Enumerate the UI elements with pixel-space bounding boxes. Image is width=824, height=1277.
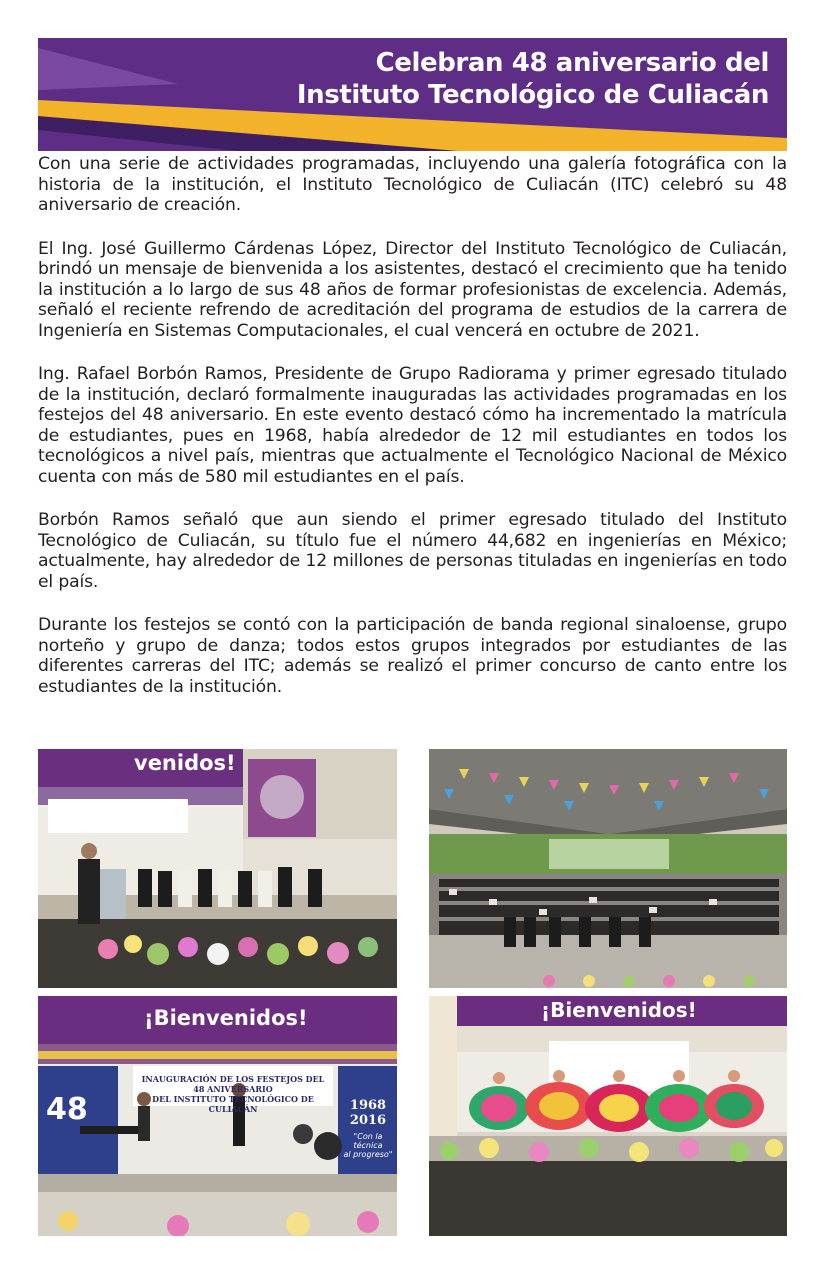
- year-end: 2016: [349, 1113, 387, 1128]
- slogan-line-1: "Con la técnica: [353, 1132, 383, 1150]
- page-title: [297, 47, 769, 111]
- header-banner: [38, 38, 787, 151]
- anniversary-number: 48: [46, 1092, 88, 1127]
- photo-speech-stage: [38, 749, 397, 988]
- welcome-sign: ¡Bienvenidos!: [541, 998, 697, 1022]
- article-body: [38, 154, 787, 697]
- slogan: [340, 1132, 396, 1159]
- photo-pavilion-scene: [429, 749, 787, 988]
- inauguration-line-2: DEL INSTITUTO TECNOLÓGICO DE CULIACÁN: [152, 1094, 314, 1114]
- welcome-sign: venidos!: [134, 751, 236, 775]
- photo-stage-scene: [38, 749, 397, 988]
- paragraph-5: Durante los festejos se contó con la participación de banda regional sinaloense, grupo norteño y grupo de danza; todos estos grupos integrados por estudiantes de las diferentes carreras del ITC; además se realizó el primer concurso de canto entre los estudiantes de la institución.: [38, 615, 787, 697]
- year-start: 1968: [349, 1098, 387, 1113]
- paragraph-2: El Ing. José Guillermo Cárdenas López, Director del Instituto Tecnológico de Culiacán, brindó un mensaje de bienvenida a los asistentes, destacó el crecimiento que ha tenido la institución a lo largo de sus 48 años de formar profesionistas de excelencia. Además, señaló el reciente refrendo de acreditación del programa de estudios de la carrera de Ingeniería en Sistemas Computacionales, el cual vencerá en octubre de 2021.: [38, 238, 787, 341]
- paragraph-4: Borbón Ramos señaló que aun siendo el primer egresado titulado del Instituto Tecnológico de Culiacán, su título fue el número 44,682 en ingenierías en México; actualmente, hay alrededor de 12 millones de personas tituladas en ingenierías en todo el país.: [38, 510, 787, 592]
- photo-folk-dance: [429, 996, 787, 1236]
- paragraph-1: Con una serie de actividades programadas, incluyendo una galería fotográfica con la historia de la institución, el Instituto Tecnológico de Culiacán (ITC) celebró su 48 aniversario de creación.: [38, 154, 787, 215]
- photo-dance-scene: [429, 996, 787, 1236]
- title-line-2: Instituto Tecnológico de Culiacán: [296, 80, 769, 110]
- photo-music-performance: [38, 996, 397, 1236]
- inauguration-sign: [136, 1074, 330, 1114]
- photo-audience-pavilion: [429, 749, 787, 988]
- paragraph-3: Ing. Rafael Borbón Ramos, Presidente de Grupo Radiorama y primer egresado titulado de la institución, declaró formalmente inauguradas las actividades programadas en los festejos del 48 aniversario. En este evento destacó cómo ha incrementado la matrícula de estudiantes, pues en 1968, había alrededor de 12 mil estudiantes en todos los tecnológicos a nivel país, mientras que actualmente el Tecnológico Nacional de México cuenta con más de 580 mil estudiantes en el país.: [38, 364, 787, 487]
- years-label: [344, 1098, 392, 1128]
- welcome-sign: ¡Bienvenidos!: [144, 1006, 308, 1030]
- inauguration-line-1: INAUGURACIÓN DE LOS FESTEJOS DEL 48 ANIVERSARIO: [141, 1074, 325, 1094]
- title-line-1: Celebran 48 aniversario del: [375, 48, 769, 78]
- slogan-line-2: al progreso": [343, 1150, 393, 1159]
